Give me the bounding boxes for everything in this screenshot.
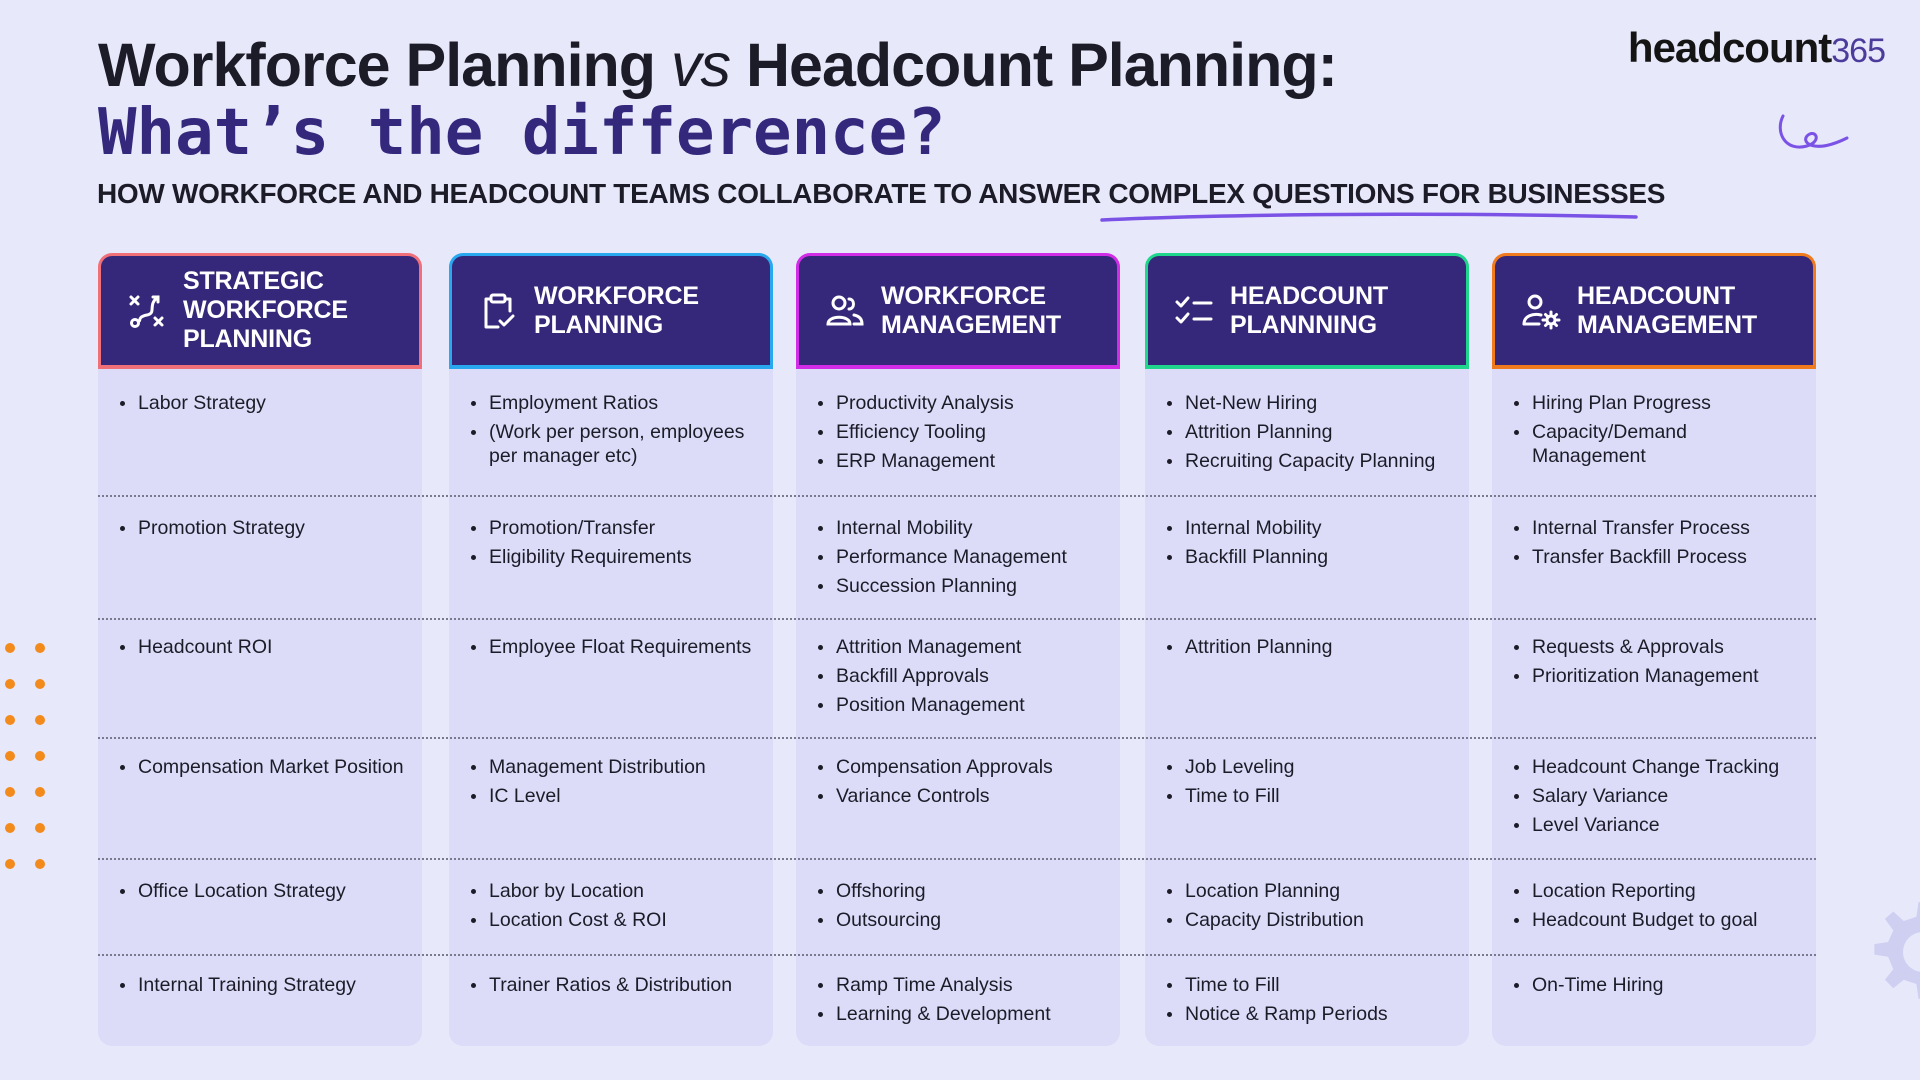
brand-name: headcount	[1627, 24, 1832, 71]
cell	[449, 516, 773, 574]
list-item: Headcount ROI	[120, 635, 404, 659]
list-item: Variance Controls	[818, 784, 1102, 808]
list-item: Promotion/Transfer	[471, 516, 755, 540]
page-title	[98, 30, 1337, 100]
cell	[98, 879, 422, 908]
list-item: Attrition Management	[818, 635, 1102, 659]
list-item: Internal Mobility	[818, 516, 1102, 540]
list-item: Compensation Approvals	[818, 755, 1102, 779]
list-item: Labor Strategy	[120, 391, 404, 415]
list-item: Labor by Location	[471, 879, 755, 903]
list-item: Time to Fill	[1167, 784, 1451, 808]
column-title: HEADCOUNT MANAGEMENT	[1577, 281, 1757, 339]
column-title: STRATEGIC WORKFORCE PLANNING	[183, 267, 348, 353]
list-item: Capacity Distribution	[1167, 908, 1451, 932]
list-item: Internal Training Strategy	[120, 973, 404, 997]
cell	[1145, 755, 1469, 813]
list-item: Transfer Backfill Process	[1514, 545, 1798, 569]
cell	[98, 516, 422, 545]
title-vs: vs	[671, 31, 731, 99]
list-item: Hiring Plan Progress	[1514, 391, 1798, 415]
cell	[449, 635, 773, 664]
list-item: Location Cost & ROI	[471, 908, 755, 932]
brand-suffix: 365	[1831, 32, 1885, 70]
list-item: Backfill Planning	[1167, 545, 1451, 569]
title-workforce-planning: Workforce Planning	[98, 31, 656, 99]
list-item: Net-New Hiring	[1167, 391, 1451, 415]
cell	[98, 755, 422, 784]
list-item: Attrition Planning	[1167, 420, 1451, 444]
list-item: Management Distribution	[471, 755, 755, 779]
column-workforce-planning	[449, 253, 773, 1046]
subtitle-underline	[1098, 210, 1640, 224]
cell	[1145, 879, 1469, 937]
list-item: Trainer Ratios & Distribution	[471, 973, 755, 997]
cell	[1492, 391, 1816, 473]
column-title: WORKFORCE MANAGEMENT	[881, 281, 1061, 339]
cell	[98, 635, 422, 664]
cell	[1492, 755, 1816, 842]
cell	[1145, 516, 1469, 574]
list-item: Promotion Strategy	[120, 516, 404, 540]
cell	[796, 879, 1120, 937]
list-item: Employee Float Requirements	[471, 635, 755, 659]
column-header	[98, 253, 422, 365]
list-item: Office Location Strategy	[120, 879, 404, 903]
column-title: WORKFORCE PLANNING	[534, 281, 699, 339]
list-item: Productivity Analysis	[818, 391, 1102, 415]
list-item: Prioritization Management	[1514, 664, 1798, 688]
list-item: Offshoring	[818, 879, 1102, 903]
list-item: Location Reporting	[1514, 879, 1798, 903]
cell	[98, 391, 422, 420]
list-item: Level Variance	[1514, 813, 1798, 837]
cell	[1145, 391, 1469, 478]
list-item: ERP Management	[818, 449, 1102, 473]
cell	[1145, 973, 1469, 1031]
cell	[796, 973, 1120, 1031]
list-item: Headcount Change Tracking	[1514, 755, 1798, 779]
list-item: IC Level	[471, 784, 755, 808]
checklist-icon	[1174, 291, 1214, 331]
list-item: Backfill Approvals	[818, 664, 1102, 688]
list-item: Recruiting Capacity Planning	[1167, 449, 1451, 473]
list-item: Attrition Planning	[1167, 635, 1451, 659]
users-icon	[825, 291, 865, 331]
title-headcount-planning: Headcount Planning:	[745, 31, 1337, 99]
page-title-question: What’s the difference?	[98, 96, 946, 170]
row-divider	[98, 737, 1816, 739]
cell	[1492, 635, 1816, 693]
list-item: Headcount Budget to goal	[1514, 908, 1798, 932]
row-divider	[98, 495, 1816, 497]
list-item: Compensation Market Position	[120, 755, 404, 779]
list-item: Position Management	[818, 693, 1102, 717]
list-item: Time to Fill	[1167, 973, 1451, 997]
cell	[449, 973, 773, 1002]
row-divider	[98, 618, 1816, 620]
column-header	[1145, 253, 1469, 365]
list-item: (Work per person, employees per manager etc)	[471, 420, 755, 468]
swirl-decoration-icon	[1775, 110, 1855, 160]
comparison-grid	[98, 253, 1816, 1046]
cell	[449, 879, 773, 937]
cell	[1492, 973, 1816, 1002]
cell	[449, 391, 773, 473]
subtitle: HOW WORKFORCE AND HEADCOUNT TEAMS COLLABORATE TO ANSWER COMPLEX QUESTIONS FOR BUSINESSES	[97, 178, 1666, 209]
cell	[1145, 635, 1469, 664]
clipboard-check-icon	[478, 291, 518, 331]
cell	[1492, 516, 1816, 574]
gear-decoration-icon	[1855, 890, 1920, 1010]
route-icon	[127, 291, 167, 331]
list-item: Ramp Time Analysis	[818, 973, 1102, 997]
list-item: On-Time Hiring	[1514, 973, 1798, 997]
list-item: Employment Ratios	[471, 391, 755, 415]
list-item: Internal Transfer Process	[1514, 516, 1798, 540]
cell	[98, 973, 422, 1002]
column-header	[796, 253, 1120, 365]
list-item: Learning & Development	[818, 1002, 1102, 1026]
cell	[796, 391, 1120, 478]
user-gear-icon	[1521, 291, 1561, 331]
list-item: Job Leveling	[1167, 755, 1451, 779]
list-item: Internal Mobility	[1167, 516, 1451, 540]
column-title: HEADCOUNT PLANNNING	[1230, 281, 1388, 339]
list-item: Outsourcing	[818, 908, 1102, 932]
list-item: Performance Management	[818, 545, 1102, 569]
column-header	[449, 253, 773, 365]
list-item: Notice & Ramp Periods	[1167, 1002, 1451, 1026]
cell	[796, 755, 1120, 813]
column-workforce-management	[796, 253, 1120, 1046]
column-header	[1492, 253, 1816, 365]
column-strategic-workforce-planning	[98, 253, 422, 1046]
cell	[796, 635, 1120, 722]
list-item: Capacity/Demand Management	[1514, 420, 1798, 468]
list-item: Requests & Approvals	[1514, 635, 1798, 659]
row-divider	[98, 954, 1816, 956]
cell	[1492, 879, 1816, 937]
list-item: Eligibility Requirements	[471, 545, 755, 569]
dots-decoration	[2, 640, 62, 880]
cell	[449, 755, 773, 813]
brand-logo	[1628, 24, 1885, 72]
list-item: Succession Planning	[818, 574, 1102, 598]
list-item: Efficiency Tooling	[818, 420, 1102, 444]
cell	[796, 516, 1120, 603]
list-item: Location Planning	[1167, 879, 1451, 903]
list-item: Salary Variance	[1514, 784, 1798, 808]
column-headcount-management	[1492, 253, 1816, 1046]
column-headcount-planning	[1145, 253, 1469, 1046]
row-divider	[98, 858, 1816, 860]
